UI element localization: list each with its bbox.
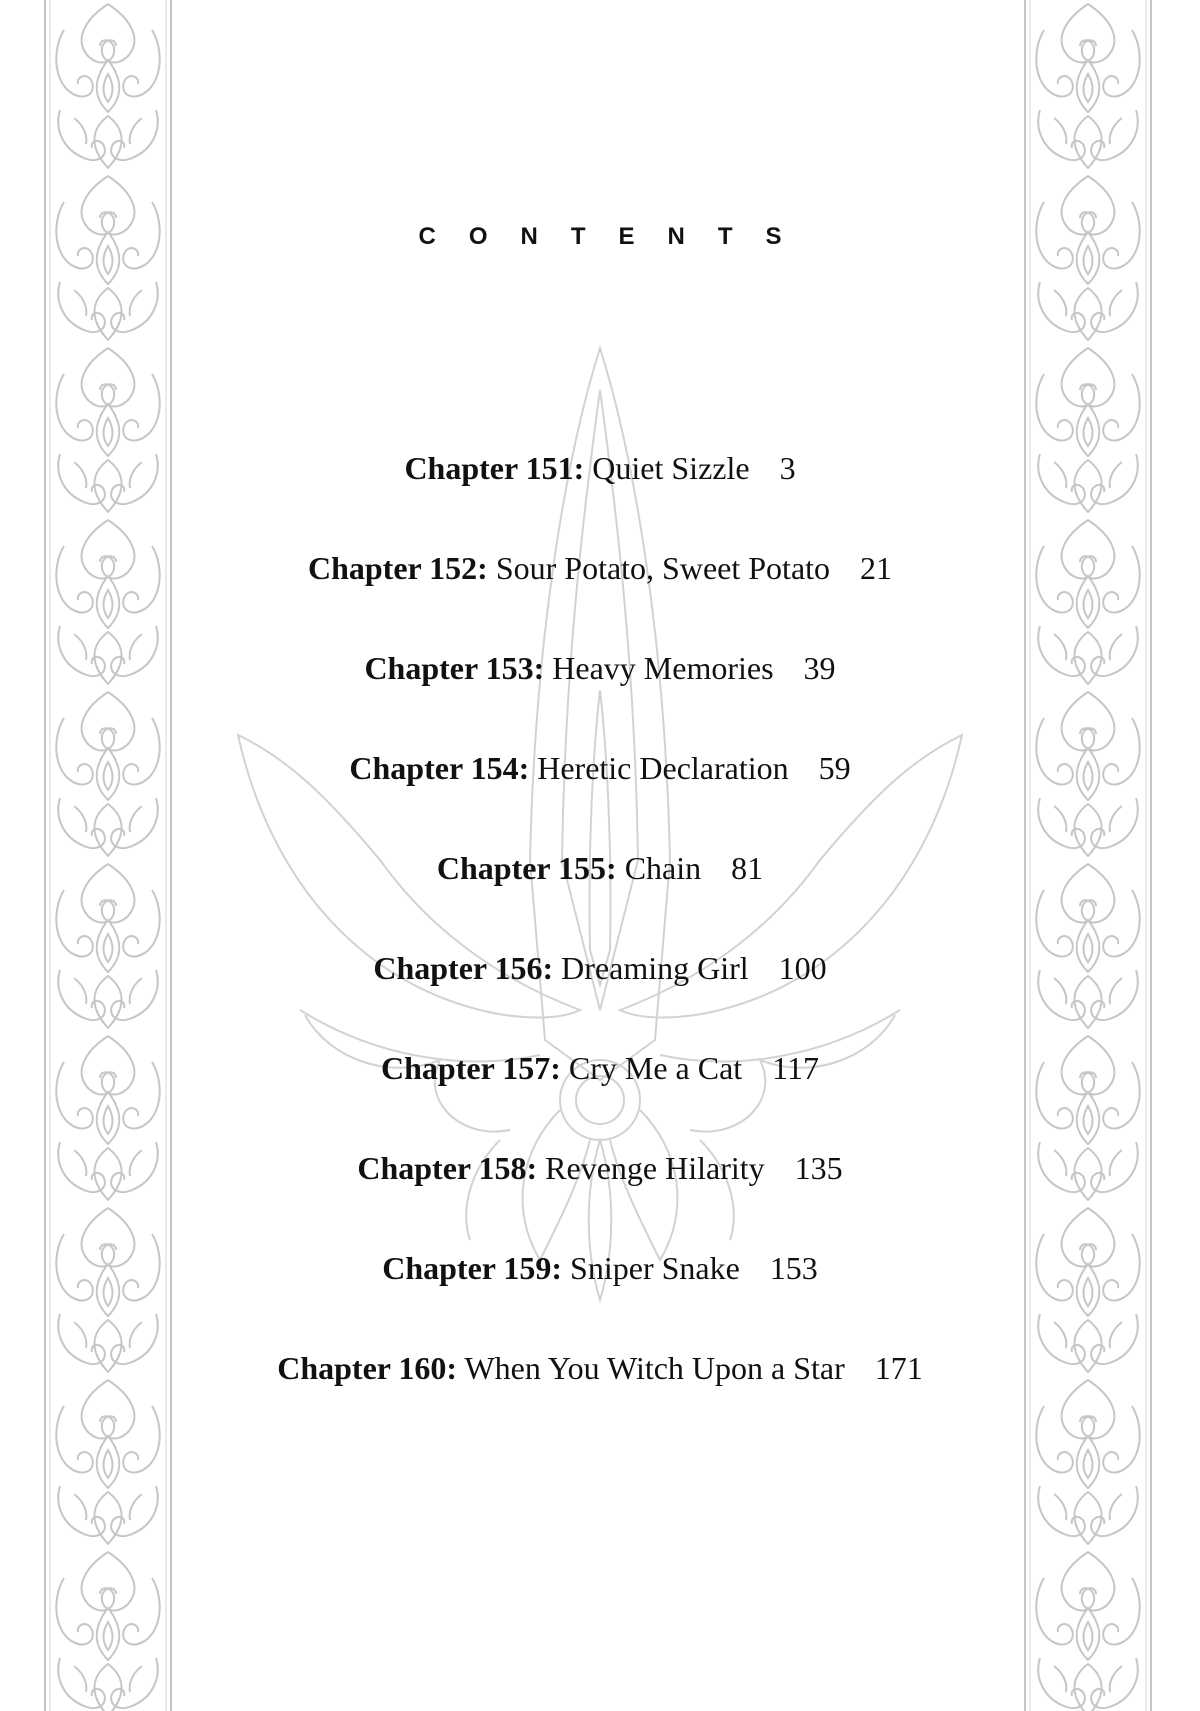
toc-entry[interactable]: [200, 1243, 1000, 1343]
ornamental-border-right: [1024, 0, 1152, 1711]
chapter-title: Cry Me a Cat: [568, 1050, 743, 1086]
chapter-title: Chain: [624, 850, 702, 886]
chapter-page-number: 81: [731, 850, 764, 886]
chapter-title: Heavy Memories: [552, 650, 774, 686]
toc-entry[interactable]: [200, 1043, 1000, 1143]
chapter-number: Chapter 151:: [404, 450, 585, 486]
table-of-contents: [200, 443, 1000, 1443]
ornamental-border-left: [44, 0, 172, 1711]
toc-entry[interactable]: [200, 543, 1000, 643]
chapter-title: Heretic Declaration: [537, 750, 789, 786]
chapter-page-number: 100: [778, 950, 827, 986]
chapter-title: Dreaming Girl: [561, 950, 749, 986]
toc-entry[interactable]: [200, 1343, 1000, 1443]
chapter-number: Chapter 159:: [382, 1250, 563, 1286]
toc-entry[interactable]: [200, 843, 1000, 943]
chapter-page-number: 117: [772, 1050, 819, 1086]
chapter-title: Revenge Hilarity: [545, 1150, 765, 1186]
toc-entry[interactable]: [200, 743, 1000, 843]
toc-entry[interactable]: [200, 943, 1000, 1043]
chapter-number: Chapter 157:: [381, 1050, 561, 1086]
chapter-number: Chapter 156:: [373, 950, 554, 986]
chapter-page-number: 59: [818, 750, 851, 786]
chapter-number: Chapter 160:: [277, 1350, 458, 1386]
chapter-page-number: 39: [803, 650, 836, 686]
chapter-title: Quiet Sizzle: [592, 450, 750, 486]
chapter-page-number: 3: [779, 450, 796, 486]
chapter-number: Chapter 153:: [364, 650, 545, 686]
toc-entry[interactable]: [200, 443, 1000, 543]
toc-entry[interactable]: [200, 643, 1000, 743]
chapter-title: Sour Potato, Sweet Potato: [495, 550, 831, 586]
scroll-ornament-icon: [1024, 0, 1152, 1711]
chapter-page-number: 171: [874, 1350, 923, 1386]
chapter-page-number: 153: [769, 1250, 818, 1286]
chapter-number: Chapter 155:: [436, 850, 617, 886]
chapter-title: When You Witch Upon a Star: [464, 1350, 845, 1386]
toc-entry[interactable]: [200, 1143, 1000, 1243]
chapter-number: Chapter 154:: [349, 750, 530, 786]
chapter-number: Chapter 158:: [357, 1150, 538, 1186]
contents-heading: CONTENTS: [418, 223, 815, 250]
chapter-number: Chapter 152:: [307, 550, 488, 586]
chapter-title: Sniper Snake: [570, 1250, 740, 1286]
scroll-ornament-icon: [44, 0, 172, 1711]
chapter-page-number: 21: [860, 550, 893, 586]
chapter-page-number: 135: [794, 1150, 843, 1186]
